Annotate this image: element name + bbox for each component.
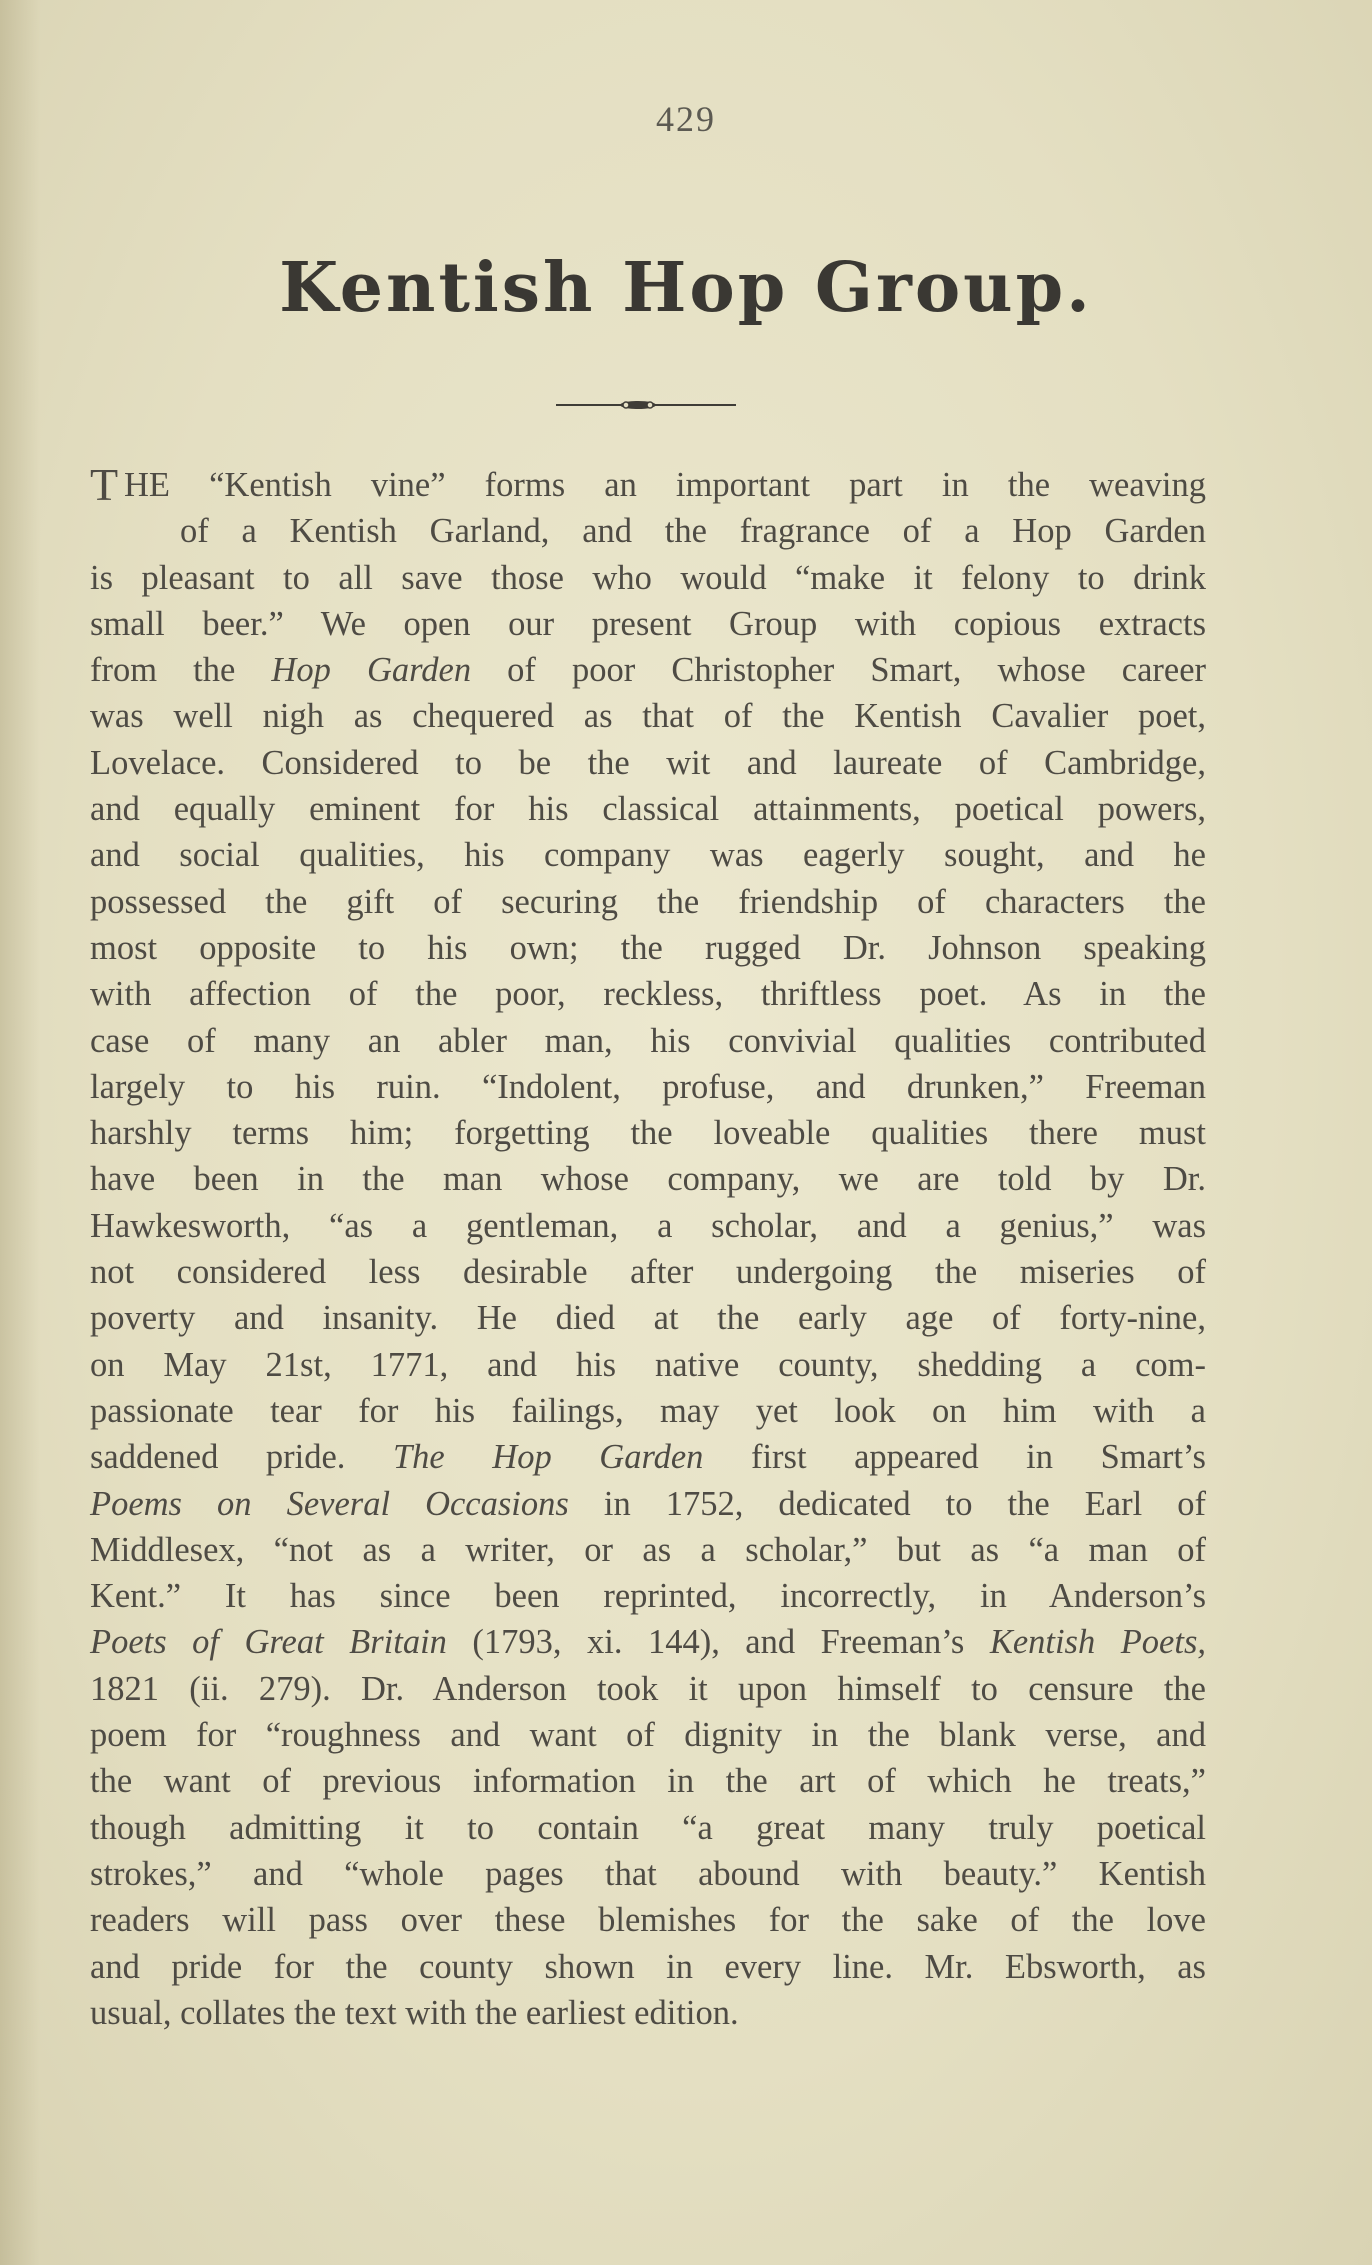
- text-segment: largely to his ruin. “Indolent, profuse, and drunken,” Freeman: [90, 1067, 1206, 1106]
- text-segment: (1793, xi. 144), and Freeman’s: [446, 1623, 990, 1662]
- text-segment: in 1752, dedicated to the Earl of: [568, 1484, 1206, 1523]
- text-segment: on May 21st, 1771, and his native county, shedding a com-: [90, 1345, 1206, 1384]
- italic-title-text: Poets of Great Britain: [90, 1623, 447, 1662]
- text-segment: poem for “roughness and want of dignity in the blank verse, and: [90, 1716, 1206, 1755]
- text-line: [90, 1527, 1206, 1573]
- text-segment: not considered less desirable after undergoing the miseries of: [90, 1253, 1206, 1292]
- text-segment: passionate tear for his failings, may yet look on him with a: [90, 1391, 1206, 1430]
- text-segment: poverty and insanity. He died at the early age of forty-nine,: [90, 1299, 1206, 1338]
- text-line: [90, 1990, 1206, 2036]
- text-line: [90, 786, 1206, 832]
- text-segment: small beer.” We open our present Group with copious extracts: [90, 604, 1206, 643]
- text-line: [90, 1388, 1206, 1434]
- text-line: [90, 740, 1206, 786]
- text-line: [90, 1573, 1206, 1619]
- text-segment: Hawkesworth, “as a gentleman, a scholar, and a genius,” was: [90, 1206, 1206, 1245]
- text-segment: from the: [90, 651, 272, 690]
- text-segment: readers will pass over these blemishes for the sake of the love: [90, 1901, 1206, 1940]
- text-line: [90, 508, 1206, 554]
- text-line: [90, 925, 1206, 971]
- drop-cap: T: [90, 459, 119, 510]
- text-segment: possessed the gift of securing the friendship of characters the: [90, 882, 1206, 921]
- text-line: [90, 1758, 1206, 1804]
- text-line: [90, 1156, 1206, 1202]
- text-line: [90, 832, 1206, 878]
- text-segment: with affection of the poor, reckless, thriftless poet. As in the: [90, 975, 1206, 1014]
- italic-title-text: Hop Garden: [271, 651, 472, 690]
- page-edge-shadow: [0, 0, 40, 2265]
- text-line: [90, 601, 1206, 647]
- text-segment: and pride for the county shown in every line. Mr. Ebsworth, as: [90, 1947, 1206, 1986]
- text-line: [90, 693, 1206, 739]
- text-line: [90, 1805, 1206, 1851]
- text-line: [90, 1249, 1206, 1295]
- text-line: [90, 1619, 1206, 1665]
- italic-title-text: The Hop Garden: [393, 1438, 704, 1477]
- text-segment: strokes,” and “whole pages that abound with beauty.” Kentish: [90, 1854, 1206, 1893]
- text-line: [90, 1944, 1206, 1990]
- italic-title-text: Kentish Poets,: [989, 1623, 1206, 1662]
- text-line: [90, 555, 1206, 601]
- text-line: [90, 1295, 1206, 1341]
- text-line: [90, 1481, 1206, 1527]
- text-segment: usual, collates the text with the earliest edition.: [90, 1993, 739, 2032]
- text-segment: first appeared in Smart’s: [703, 1438, 1206, 1477]
- text-line: [90, 1064, 1206, 1110]
- text-line: [90, 647, 1206, 693]
- italic-title-text: Poems on Several Occasions: [90, 1484, 569, 1523]
- text-segment: Middlesex, “not as a writer, or as a scholar,” but as “a man of: [90, 1530, 1206, 1569]
- text-line: [90, 1342, 1206, 1388]
- text-segment: was well nigh as chequered as that of the Kentish Cavalier poet,: [90, 697, 1206, 736]
- text-segment: though admitting it to contain “a great many truly poetical: [90, 1808, 1206, 1847]
- text-line: [90, 1851, 1206, 1897]
- text-segment: and equally eminent for his classical attainments, poetical powers,: [90, 790, 1206, 829]
- text-line: [90, 879, 1206, 925]
- body-paragraph: [90, 459, 1206, 2036]
- text-segment: 1821 (ii. 279). Dr. Anderson took it upon himself to censure the: [90, 1669, 1206, 1708]
- ornament-divider-icon: [556, 398, 736, 412]
- text-segment: of a Kentish Garland, and the fragrance of a Hop Garden: [180, 512, 1206, 551]
- text-segment: the want of previous information in the art of which he treats,”: [90, 1762, 1206, 1801]
- text-line: [90, 1018, 1206, 1064]
- text-segment: HE “Kentish vine” forms an important part in the weaving: [124, 466, 1206, 504]
- text-segment: have been in the man whose company, we are told by Dr.: [90, 1160, 1206, 1199]
- text-line: [90, 1434, 1206, 1480]
- text-segment: most opposite to his own; the rugged Dr. Johnson speaking: [90, 928, 1206, 967]
- text-segment: saddened pride.: [90, 1438, 393, 1477]
- text-segment: case of many an abler man, his convivial qualities contributed: [90, 1021, 1206, 1060]
- text-segment: is pleasant to all save those who would “make it felony to drink: [90, 558, 1206, 597]
- text-segment: of poor Christopher Smart, whose career: [471, 651, 1206, 690]
- text-segment: Lovelace. Considered to be the wit and laureate of Cambridge,: [90, 743, 1206, 782]
- text-segment: Kent.” It has since been reprinted, incorrectly, in Anderson’s: [90, 1577, 1206, 1616]
- text-line: [90, 1666, 1206, 1712]
- text-segment: and social qualities, his company was eagerly sought, and he: [90, 836, 1206, 875]
- page-number: 429: [656, 99, 716, 139]
- text-line: [90, 1110, 1206, 1156]
- text-line: [90, 459, 1206, 510]
- chapter-title: Kentish Hop Group.: [279, 248, 1093, 328]
- text-segment: harshly terms him; forgetting the loveable qualities there must: [90, 1114, 1206, 1153]
- text-line: [90, 1203, 1206, 1249]
- text-line: [90, 1897, 1206, 1943]
- text-line: [90, 971, 1206, 1017]
- text-line: [90, 1712, 1206, 1758]
